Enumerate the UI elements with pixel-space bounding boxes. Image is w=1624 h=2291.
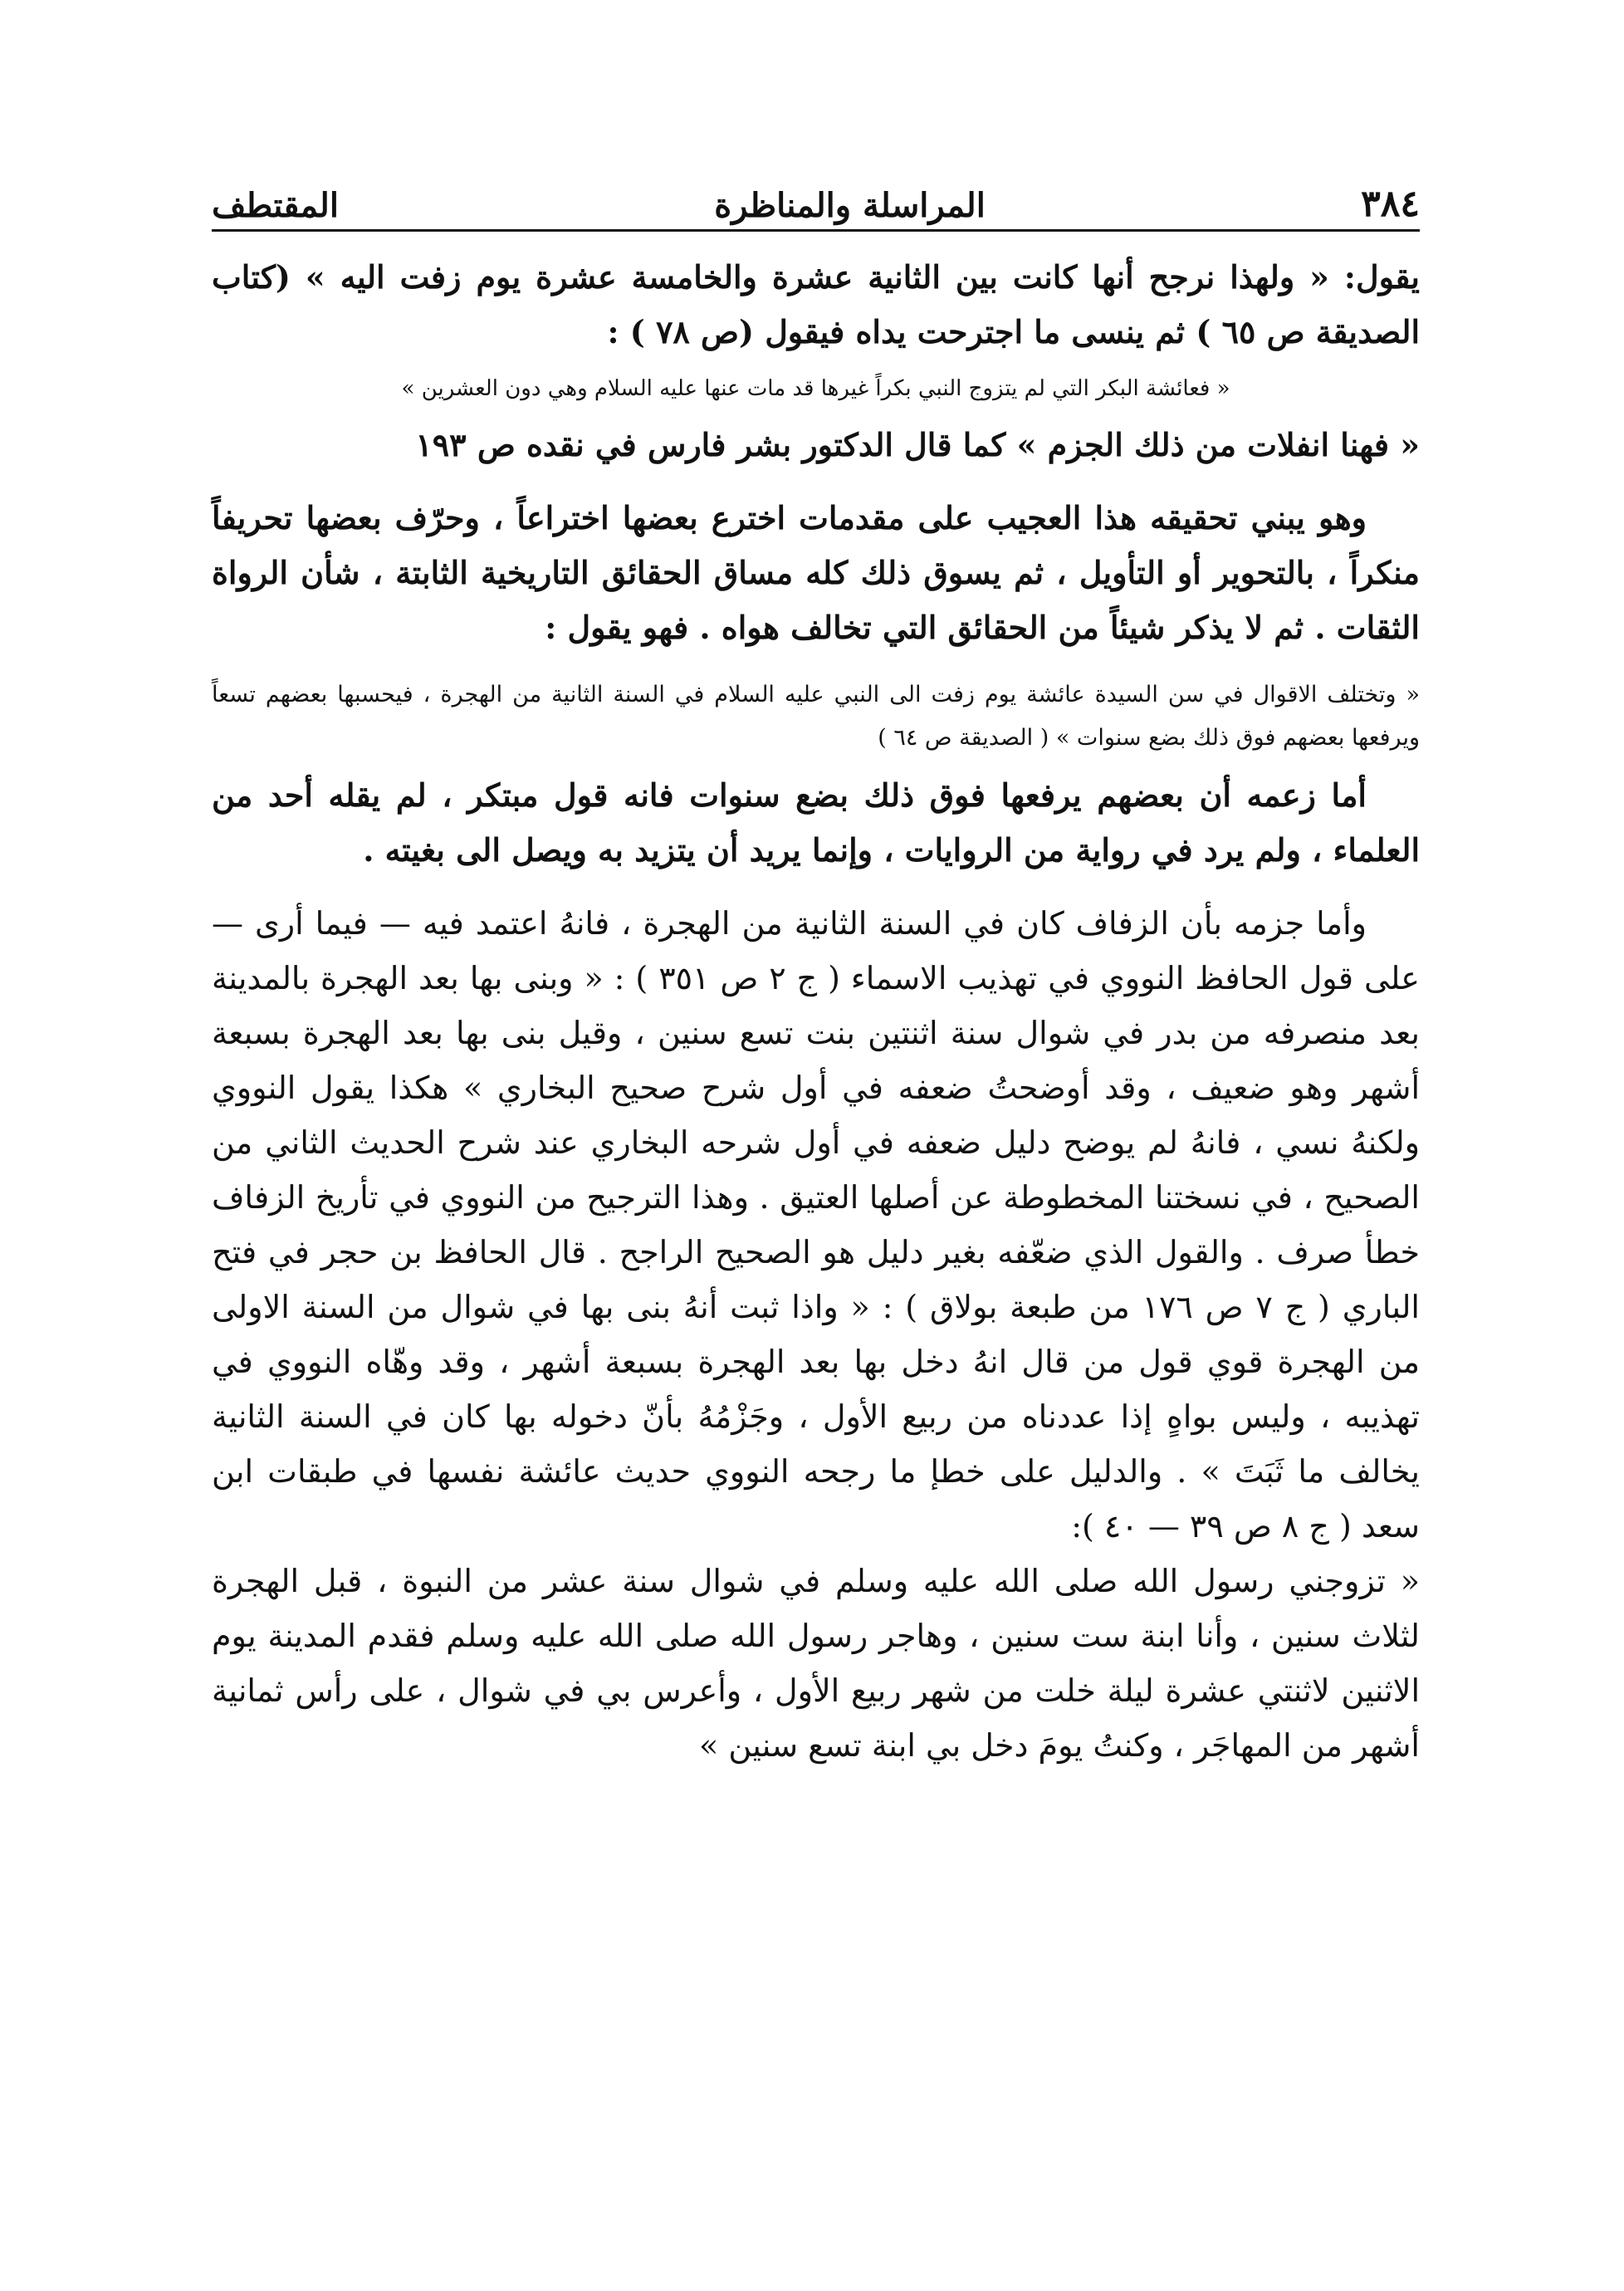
quote-aisha-age: « فعائشة البكر التي لم يتزوج النبي بكراً غيرها قد مات عنها عليه السلام وهي دون العشرين » [401, 376, 1230, 401]
page-number: ٣٨٤ [1361, 183, 1420, 225]
header-divider [212, 229, 1420, 232]
paragraph-claim: أما زعمه أن بعضهم يرفعها فوق ذلك بضع سنوات فانه قول مبتكر ، لم يقله أحد من العلماء ، ولم يرد في رواية من الروايات ، وإنما يريد أن يتزيد به ويصل الى بغيته . [212, 776, 1420, 869]
paragraph-nawawi: وأما جزمه بأن الزفاف كان في السنة الثانية من الهجرة ، فانهُ اعتمد فيه — فيما أرى — على قول الحافظ النووي في تهذيب الاسماء ( ج ٢ ص ٣٥١ ) : « وبنى بها بعد الهجرة بالمدينة بعد منصرفه من بدر في شوال سنة اثنتين بنت تسع سنين ، وقيل بنى بها بعد الهجرة بسبعة أشهر وهو ضعيف ، وقد أوضحتُ ضعفه في أول شرح صحيح البخاري » هكذا يقول النووي ولكنهُ نسي ، فانهُ لم يوضح دليل ضعفه في أول شرحه البخاري عند شرح الحديث الثاني من الصحيح ، في نسختنا المخطوطة عن أصلها العتيق . وهذا الترجيح من النووي في تأريخ الزفاف خطأ صرف . والقول الذي ضعّفه بغير دليل هو الصحيح الراجح . قال الحافظ بن حجر في فتح الباري ( ج ٧ ص ١٧٦ من طبعة بولاق ) : « واذا ثبت أنهُ بنى بها في شوال من السنة الاولى من الهجرة قوي قول من قال انهُ دخل بها بعد الهجرة بسبعة أشهر ، وقد وهّاه النووي في تهذيبه ، وليس بواهٍ إذا عددناه من ربيع الأول ، وجَزْمُهُ بأنّ دخوله بها كان في السنة الثانية يخالف ما ثَبَتَ » . والدليل على خطإ ما رجحه النووي حديث عائشة نفسها في طبقات ابن سعد ( ج ٨ ص ٣٩ — ٤٠ ): [212, 905, 1420, 1544]
page-header [212, 158, 1420, 223]
paragraph-intro: يقول: « ولهذا نرجح أنها كانت بين الثانية عشرة والخامسة عشرة يوم زفت اليه » (كتاب الصديقة ص ٦٥ ) ثم ينسى ما اجترحت يداه فيقول (ص ٧٨ ) : [212, 258, 1420, 350]
journal-name: المقتطف [212, 186, 339, 225]
document-page [212, 158, 1420, 2217]
section-title: المراسلة والمناظرة [714, 186, 986, 225]
quote-siddiqa-64: « وتختلف الاقوال في سن السيدة عائشة يوم زفت الى النبي عليه السلام في السنة الثانية من الهجرة ، فيحسبها بعضهم تسعاً ويرفعها بعضهم فوق ذلك بضع سنوات » ( الصديقة ص ٦٤ ) [212, 682, 1420, 751]
paragraph-bishr-fares: « فهنا انفلات من ذلك الجزم » كما قال الدكتور بشر فارس في نقده ص ١٩٣ [415, 426, 1420, 463]
quote-ibn-saad: « تزوجني رسول الله صلى الله عليه وسلم في شوال سنة عشر من النبوة ، قبل الهجرة لثلاث سنين ، وأنا ابنة ست سنين ، وهاجر رسول الله صلى الله عليه وسلم فقدم المدينة يوم الاثنين لاثنتي عشرة ليلة خلت من شهر ربيع الأول ، وأعرس بي في شوال ، على رأس ثمانية أشهر من المهاجَر ، وكنتُ يومَ دخل بي ابنة تسع سنين » [212, 1563, 1420, 1764]
paragraph-critique: وهو يبني تحقيقه هذا العجيب على مقدمات اخترع بعضها اختراعاً ، وحرّف بعضها تحريفاً منكراً ، بالتحوير أو التأويل ، ثم يسوق ذلك كله مساق الحقائق التاريخية الثابتة ، شأن الرواة الثقات . ثم لا يذكر شيئاً من الحقائق التي تخالف هواه . فهو يقول : [212, 499, 1420, 646]
